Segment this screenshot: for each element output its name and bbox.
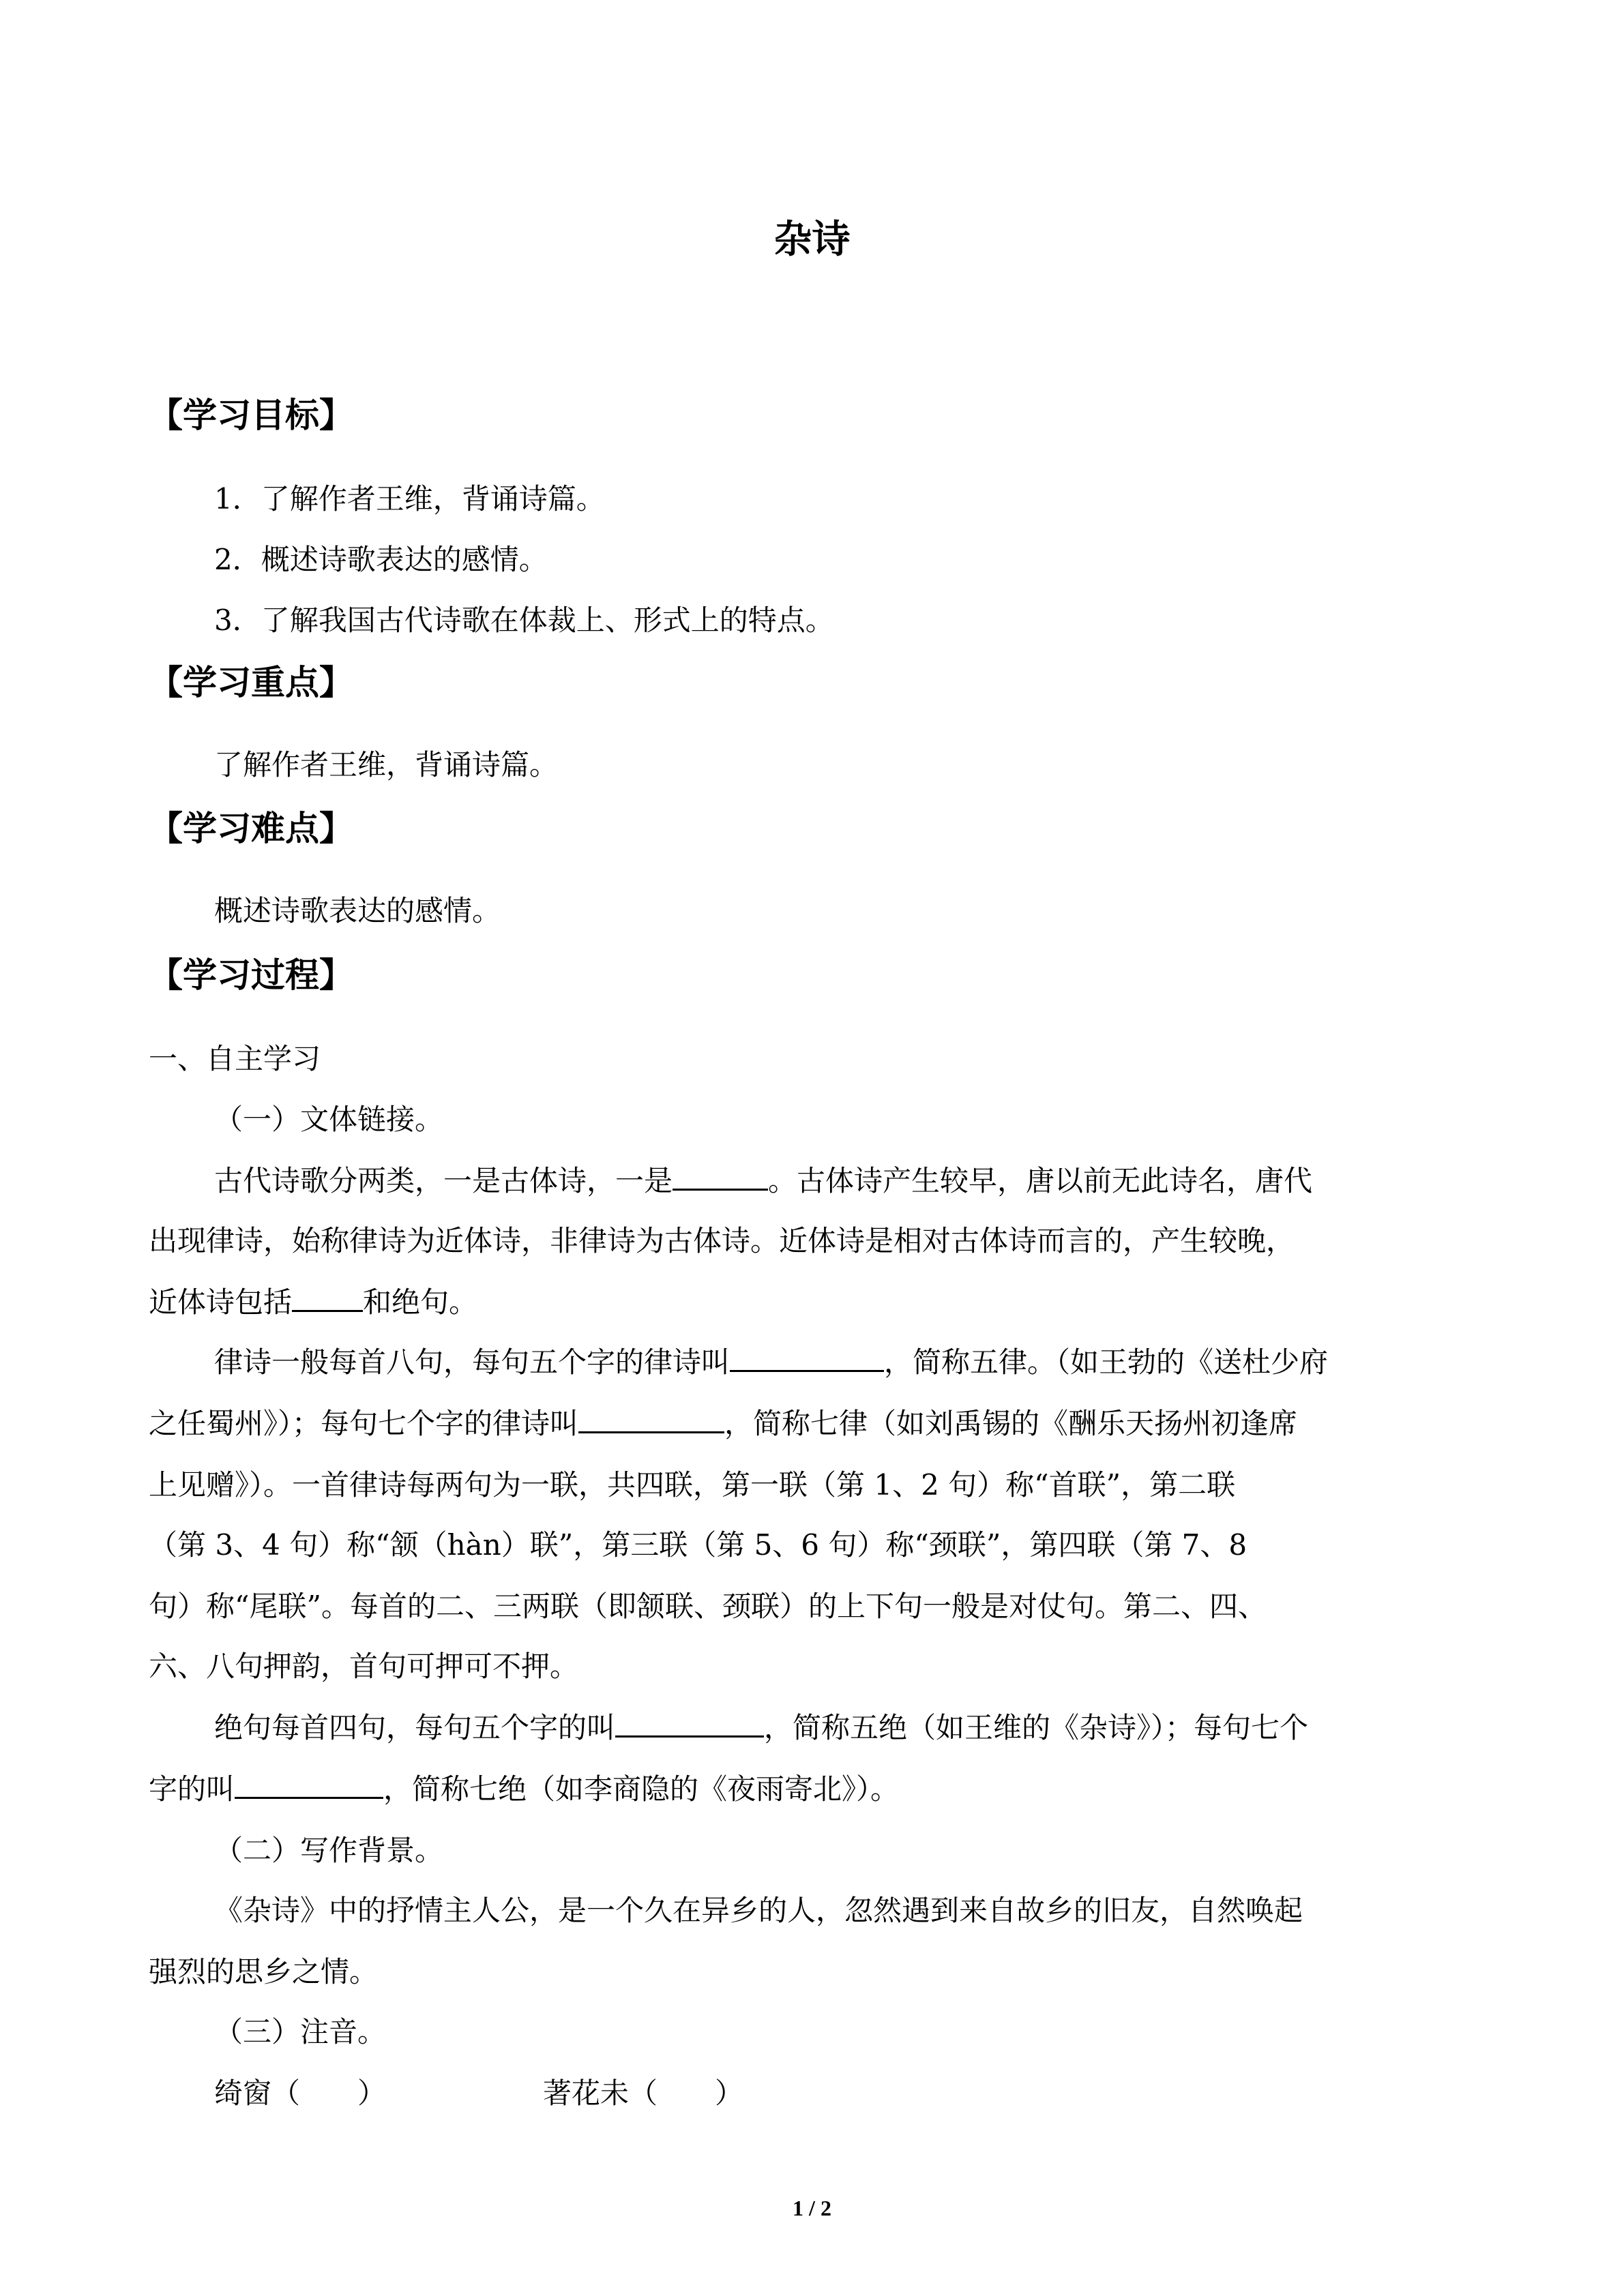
difficulty-text: 概述诗歌表达的感情。 xyxy=(214,894,501,927)
text-segment: 绝句每首四句，每句五个字的叫 xyxy=(214,1711,616,1744)
heading-learning-difficulty: 【学习难点】 xyxy=(149,809,353,848)
text-segment: 。古体诗产生较早，唐以前无此诗名，唐代 xyxy=(768,1164,1313,1197)
pinyin-item-1: 绮窗（ ） xyxy=(214,2076,387,2110)
text-segment: ，简称五绝（如王维的《杂诗》）；每句七个 xyxy=(764,1711,1309,1744)
paragraph-line xyxy=(214,1161,1312,1202)
paragraph-line xyxy=(149,1403,1297,1444)
goal-item-2: 2．概述诗歌表达的感情。 xyxy=(214,543,548,576)
text-segment: 字的叫 xyxy=(149,1772,235,1806)
fill-blank xyxy=(615,1710,764,1738)
focus-text: 了解作者王维，背诵诗篇。 xyxy=(214,748,559,781)
text-segment: ，简称七绝（如李商隐的《夜雨寄北》）。 xyxy=(383,1772,900,1806)
text-segment: 律诗一般每首八句，每句五个字的律诗叫 xyxy=(214,1345,730,1379)
subsection-pinyin: （三）注音。 xyxy=(214,2015,387,2048)
heading-learning-process: 【学习过程】 xyxy=(149,955,353,995)
paragraph-line: 上见赠》）。一首律诗每两句为一联，共四联，第一联（第 1、2 句）称“首联”，第二联 xyxy=(149,1468,1236,1502)
fill-blank xyxy=(578,1405,724,1433)
paragraph-line xyxy=(149,1769,899,1810)
paragraph-line xyxy=(149,1282,477,1323)
text-segment: 近体诗包括 xyxy=(149,1285,293,1319)
text-segment: 和绝句。 xyxy=(363,1285,478,1319)
paragraph-line: （第 3、4 句）称“颔（hàn）联”，第三联（第 5、6 句）称“颈联”，第四联（第 7、8 xyxy=(149,1528,1247,1562)
subsection-genre-link: （一）文体链接。 xyxy=(214,1103,444,1136)
fill-blank xyxy=(730,1344,884,1372)
paragraph-line xyxy=(214,1342,1328,1383)
text-segment: ，简称七律（如刘禹锡的《酬乐天扬州初逢席 xyxy=(724,1407,1298,1440)
paragraph-line: 出现律诗，始称律诗为近体诗，非律诗为古体诗。近体诗是相对古体诗而言的，产生较晚， xyxy=(149,1224,1295,1257)
text-segment: ，简称五律。（如王勃的《送杜少府 xyxy=(884,1345,1329,1379)
subsection-background: （二）写作背景。 xyxy=(214,1834,444,1867)
document-title: 杂诗 xyxy=(773,218,851,262)
heading-learning-goals: 【学习目标】 xyxy=(149,396,353,435)
fill-blank xyxy=(673,1163,768,1191)
fill-blank xyxy=(292,1284,363,1312)
goal-item-3: 3．了解我国古代诗歌在体裁上、形式上的特点。 xyxy=(214,603,834,637)
page-number: 1 / 2 xyxy=(793,2196,831,2220)
text-segment: 古代诗歌分两类，一是古体诗，一是 xyxy=(214,1164,673,1197)
paragraph-line: 《杂诗》中的抒情主人公，是一个久在异乡的人，忽然遇到来自故乡的旧友，自然唤起 xyxy=(214,1894,1303,1927)
paragraph-line xyxy=(214,1708,1308,1748)
paragraph-line: 六、八句押韵，首句可押可不押。 xyxy=(149,1650,579,1683)
text-segment: 之任蜀州》）；每句七个字的律诗叫 xyxy=(149,1407,579,1440)
goal-item-1: 1．了解作者王维，背诵诗篇。 xyxy=(214,482,605,516)
paragraph-line: 句）称“尾联”。每首的二、三两联（即颔联、颈联）的上下句一般是对仗句。第二、四、 xyxy=(149,1590,1267,1623)
heading-learning-focus: 【学习重点】 xyxy=(149,663,353,702)
pinyin-item-2: 著花未（ ） xyxy=(543,2076,744,2110)
fill-blank xyxy=(235,1771,383,1799)
paragraph-line: 强烈的思乡之情。 xyxy=(149,1955,379,1988)
process-part-1: 一、自主学习 xyxy=(149,1042,321,1075)
